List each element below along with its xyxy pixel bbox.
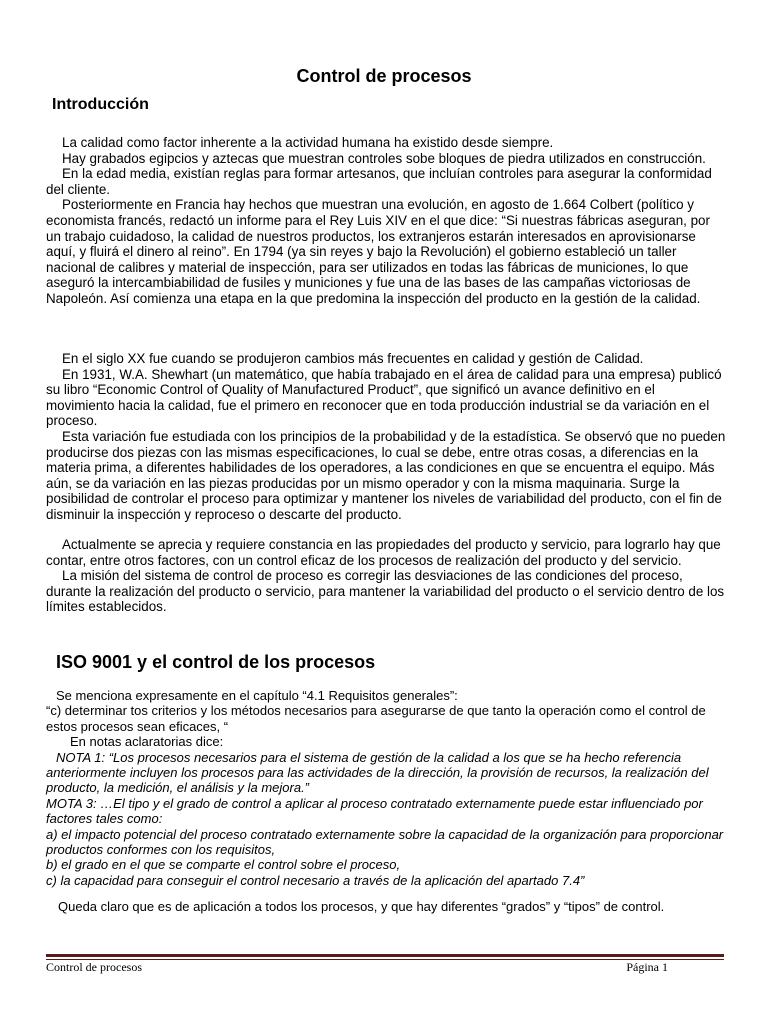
paragraph: La calidad como factor inherente a la actividad humana ha existido desde siempre. bbox=[62, 135, 554, 150]
paragraph: Hay grabados egipcios y aztecas que muestran controles sobe bloques de piedra utilizados en construcción. bbox=[62, 150, 706, 166]
iso-quote: “c) determinar tos criterios y los métodos necesarios para asegurarse de que tanto la operación como el control de estos procesos sean eficaces, “ bbox=[46, 703, 706, 734]
paragraph: Posteriormente en Francia hay hechos que muestran una evolución, en agosto de 1.664 Colbert (político y economista francés, redactó un informe para el Rey Luis XIV en el que dice: “Si nuestras fábricas aseguran, por un trabajo cuidadoso, la calidad de nuestros productos, los extranjeros estarán interesados en aprovisionarse aquí, y fluirá el dinero al reino”. En 1794 (ya sin reyes y bajo la Revolución) el gobierno estableció un taller nacional de calibres y material de inspección, para ser utilizados en todas las fábricas de municiones, lo que aseguró la intercambiabilidad de fusiles y municiones y fue una de las bases de las campañas victoriosas de Napoleón. Así comienza una etapa en la que predomina la inspección del producto en la gestión de la calidad. bbox=[46, 197, 710, 306]
footer-title: Control de procesos bbox=[46, 960, 142, 974]
paragraph: La misión del sistema de control de proceso es corregir las desviaciones de las condiciones del proceso, durante la realización del producto o servicio, para mantener la variabilidad del producto o el servicio dentro de los límites establecidos. bbox=[46, 568, 725, 615]
iso-section bbox=[46, 688, 726, 888]
iso-heading: ISO 9001 y el control de los procesos bbox=[56, 652, 376, 672]
item-c: c) la capacidad para conseguir el control necesario a través de la aplicación del apartado 7.4” bbox=[46, 872, 585, 888]
current-section bbox=[46, 537, 726, 615]
paragraph: En la edad media, existían reglas para formar artesanos, que incluían controles para asegurar la conformidad del cliente. bbox=[46, 166, 712, 197]
document-title: Control de procesos bbox=[296, 66, 472, 86]
footer-rule-thick bbox=[46, 954, 724, 957]
nota-1: NOTA 1: “Los procesos necesarios para el sistema de gestión de la calidad a los que se ha hecho referencia anteriormente incluyen los procesos para las actividades de la dirección, la provisión de recursos, la realización del producto, la medición, el análisis y la mejora.” bbox=[46, 749, 709, 796]
conclusion-paragraph: Queda claro que es de aplicación a todos los procesos, y que hay diferentes “grados” y “tipos” de control. bbox=[58, 899, 665, 914]
notes-intro: En notas aclaratorias dice: bbox=[70, 734, 224, 750]
paragraph: Esta variación fue estudiada con los principios de la probabilidad y de la estadística. Se observó que no pueden producirse dos piezas con las mismas especificaciones, lo cual se debe, entre otras cosas, a diferencias en la materia prima, a diferentes habilidades de los operadores, a las condiciones en que se encuentra el equipo. Más aún, se da variación en las piezas producidas por un mismo operador y con la misma maquinaria. Surge la posibilidad de controlar el proceso para optimizar y mantener los niveles de variabilidad del producto, con el fin de disminuir la inspección y reproceso o descarte del producto. bbox=[46, 428, 726, 522]
item-a: a) el impacto potencial del proceso contratado externamente sobre la capacidad de la organización para proporcionar productos conformes con los requisitos, bbox=[46, 826, 724, 858]
twentieth-century-section bbox=[46, 351, 726, 523]
item-b: b) el grado en el que se comparte el control sobre el proceso, bbox=[46, 857, 401, 873]
paragraph: En 1931, W.A. Shewhart (un matemático, que había trabajado en el área de calidad para una empresa) publicó su libro “Economic Control of Quality of Manufactured Product”, que significó un avance definitivo en el movimiento hacia la calidad, fue el primero en reconocer que en toda producción industrial se da variación en el proceso. bbox=[46, 366, 722, 429]
iso-mention: Se menciona expresamente en el capítulo “4.1 Requisitos generales”: bbox=[56, 688, 458, 703]
intro-section bbox=[46, 135, 726, 307]
intro-heading: Introducción bbox=[52, 96, 149, 113]
paragraph: Actualmente se aprecia y requiere constancia en las propiedades del producto y servicio, para lograrlo hay que contar, entre otros factores, con un control eficaz de los procesos de realización del producto y del servicio. bbox=[46, 537, 721, 568]
paragraph: En el siglo XX fue cuando se produjeron cambios más frecuentes en calidad y gestión de Calidad. bbox=[62, 351, 644, 366]
page-number: Página 1 bbox=[626, 960, 668, 974]
footer-rule-thin bbox=[46, 959, 724, 960]
mota-3: MOTA 3: …El tipo y el grado de control a aplicar al proceso contratado externamente puede estar influenciado por factores tales como: bbox=[46, 795, 703, 827]
